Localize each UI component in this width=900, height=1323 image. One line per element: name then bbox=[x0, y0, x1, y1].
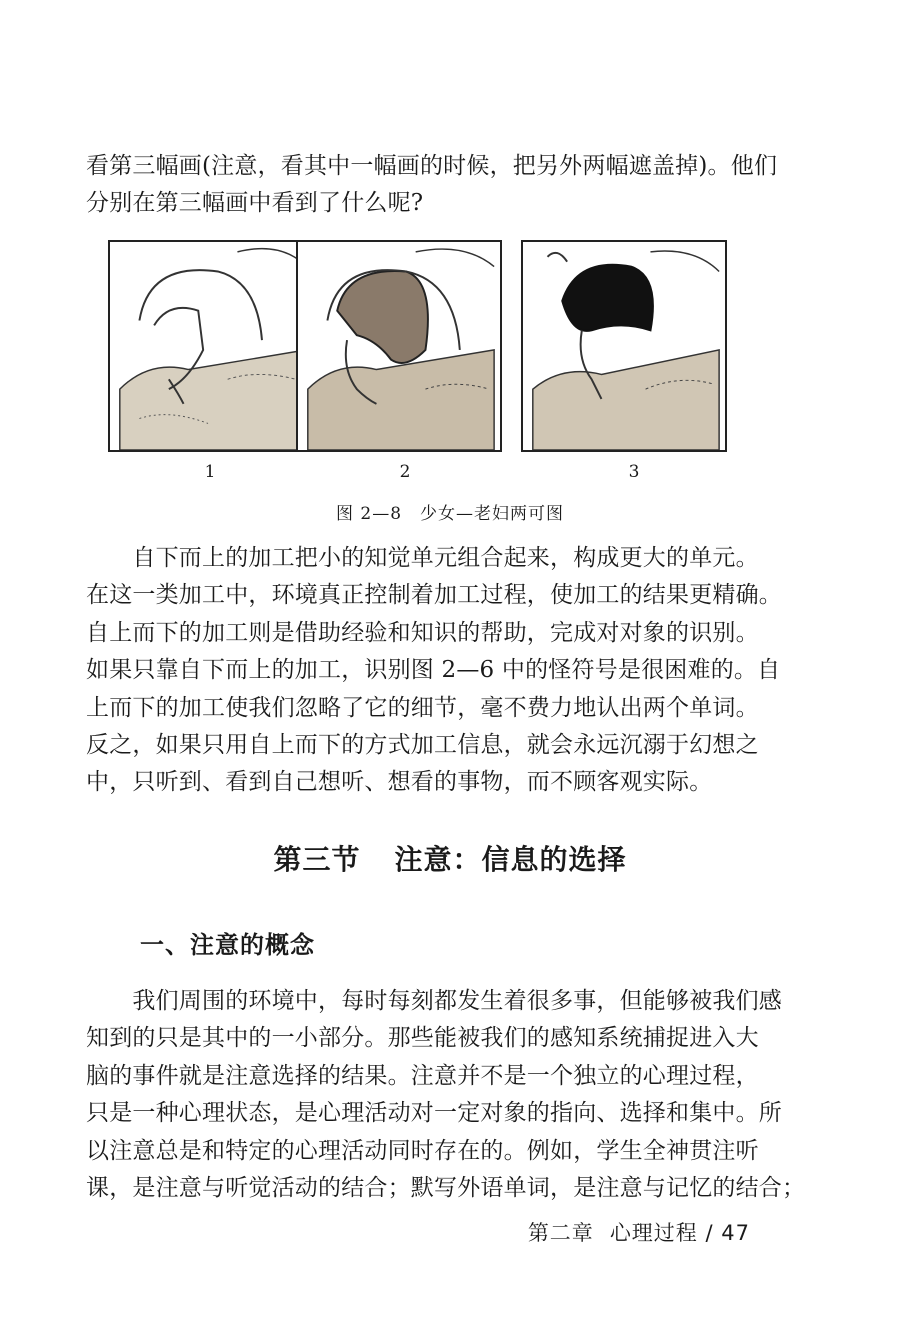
text-line: 我们周围的环境中，每时每刻都发生着很多事，但能够被我们感 bbox=[86, 988, 782, 1014]
page-number: 47 bbox=[721, 1221, 750, 1245]
figure-label-3: 3 bbox=[628, 462, 640, 482]
text-line: 如果只靠自下而上的加工，识别图 2—6 中的怪符号是很困难的。自 bbox=[86, 657, 781, 684]
text-line: 知到的只是其中的一小部分。那些能被我们的感知系统捕捉进入大 bbox=[86, 1025, 759, 1052]
section-number: 第三节 bbox=[273, 843, 361, 876]
text-line: 自下而上的加工把小的知觉单元组合起来，构成更大的单元。 bbox=[86, 545, 759, 571]
footer-chapter: 第二章 bbox=[527, 1221, 594, 1245]
text-line: 脑的事件就是注意选择的结果。注意并不是一个独立的心理过程， bbox=[86, 1062, 759, 1089]
text-line: 以注意总是和特定的心理活动同时存在的。例如，学生全神贯注听 bbox=[86, 1137, 759, 1164]
text-line: 中，只听到、看到自己想听、想看的事物，而不顾客观实际。 bbox=[86, 769, 713, 796]
attention-paragraph bbox=[86, 983, 806, 1207]
text-line: 上而下的加工使我们忽略了它的细节，毫不费力地认出两个单词。 bbox=[86, 694, 759, 721]
text-line: 分别在第三幅画中看到了什么呢? bbox=[86, 190, 424, 217]
footer-separator: / bbox=[705, 1221, 714, 1245]
caption-text: 少女—老妇两可图 bbox=[420, 504, 565, 524]
text-line: 看第三幅画(注意，看其中一幅画的时候，把另外两幅遮盖掉)。他们 bbox=[86, 153, 778, 179]
drawing-1-image bbox=[110, 242, 311, 450]
subsection-heading: 一、注意的概念 bbox=[140, 931, 315, 959]
section-heading bbox=[0, 838, 900, 878]
drawing-3-image bbox=[523, 242, 725, 450]
girl-old-woman-drawing-1 bbox=[108, 240, 313, 452]
figure-label-1: 1 bbox=[204, 462, 216, 482]
footer-chapter-title: 心理过程 bbox=[609, 1221, 698, 1245]
page-footer bbox=[528, 1217, 750, 1247]
old-woman-drawing-2 bbox=[296, 240, 502, 452]
text-line: 在这一类加工中，环境真正控制着加工过程，使加工的结果更精确。 bbox=[86, 582, 782, 609]
section-title-text: 注意：信息的选择 bbox=[394, 843, 627, 876]
caption-number: 图 2—8 bbox=[335, 504, 403, 524]
figure-2-8 bbox=[108, 240, 758, 490]
drawing-2-image bbox=[298, 242, 500, 450]
processing-paragraph bbox=[86, 540, 782, 802]
text-line: 只是一种心理状态，是心理活动对一定对象的指向、选择和集中。所 bbox=[86, 1100, 782, 1127]
figure-caption bbox=[0, 499, 900, 524]
text-line: 自上而下的加工则是借助经验和知识的帮助，完成对对象的识别。 bbox=[86, 619, 759, 646]
text-line: 反之，如果只用自上而下的方式加工信息，就会永远沉溺于幻想之 bbox=[86, 732, 759, 759]
intro-paragraph bbox=[86, 148, 776, 223]
text-line: 课，是注意与听觉活动的结合；默写外语单词，是注意与记忆的结合； bbox=[86, 1175, 806, 1202]
young-woman-drawing-3 bbox=[521, 240, 727, 452]
figure-label-2: 2 bbox=[399, 462, 411, 482]
